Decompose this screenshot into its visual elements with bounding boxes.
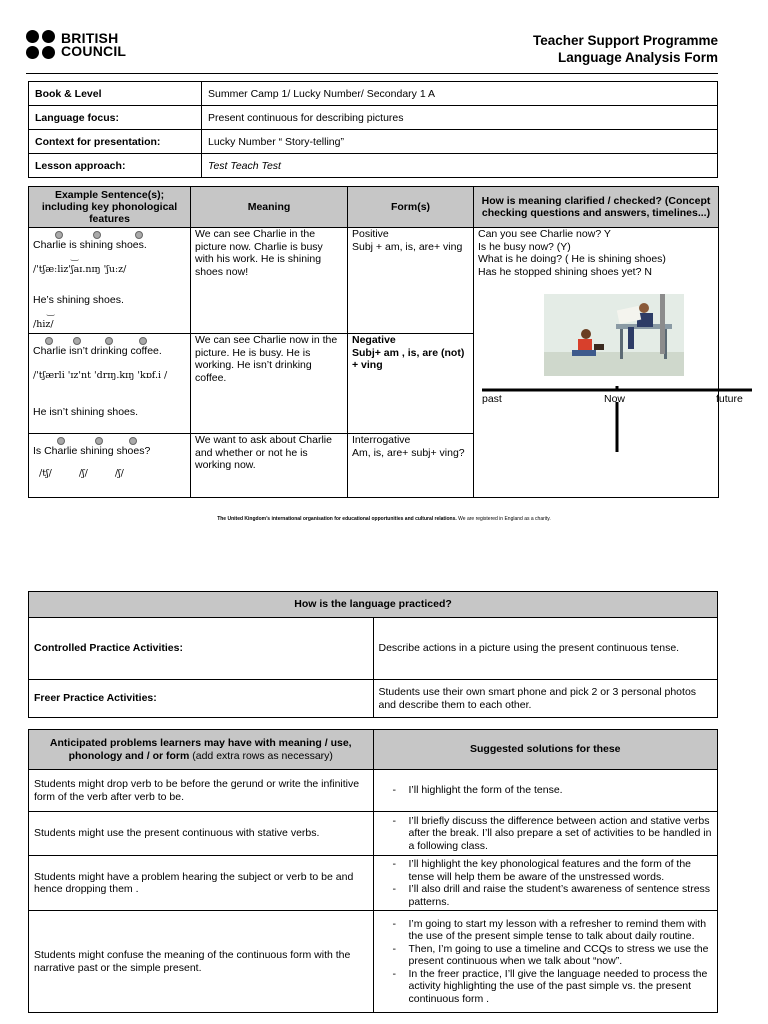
stress-dot-icon	[129, 437, 137, 445]
solution-item: - I’ll briefly discuss the difference between action and stative verbs after the break. I’ll also prepare a set of activities to be handled in a following class.	[379, 815, 713, 853]
timeline-future-label: future	[716, 393, 743, 405]
example-sentence: Charlie isn’t drinking coffee.	[33, 345, 162, 357]
form-body: Subj+ am , is, are (not) + ving	[352, 346, 465, 371]
solution-item: - In the freer practice, I’ll give the language needed to process the activity highlighting the use of the past simple vs. the present continuous form .	[379, 968, 713, 1006]
practice-value: Describe actions in a picture using the present continuous tense.	[373, 618, 718, 680]
timeline-diagram	[482, 386, 752, 458]
info-label: Context for presentation:	[29, 130, 202, 154]
solution-cell	[373, 856, 718, 911]
example-cell	[29, 334, 191, 434]
problem-cell: Students might use the present continuous with stative verbs.	[29, 812, 374, 856]
meaning-header: Meaning	[191, 187, 348, 228]
example-cell	[29, 228, 191, 334]
example-sentence: Charlie is shining shoes.	[33, 239, 147, 251]
form-body: Subj + am, is, are+ ving	[352, 240, 463, 253]
info-row	[29, 106, 718, 130]
stress-dots	[33, 434, 186, 445]
stress-dot-icon	[45, 337, 53, 345]
solutions-header: Suggested solutions for these	[373, 730, 718, 770]
stress-dots	[33, 334, 186, 345]
analysis-row-positive	[29, 228, 719, 334]
example-sentence: Is Charlie shining shoes?	[33, 445, 151, 457]
info-value: Present continuous for describing pictures	[202, 106, 718, 130]
stress-dot-icon	[135, 231, 143, 239]
stress-dot-icon	[139, 337, 147, 345]
ccq-line: Can you see Charlie now? Y	[478, 228, 611, 240]
info-label: Language focus:	[29, 106, 202, 130]
info-label: Book & Level	[29, 82, 202, 106]
title-line-1: Teacher Support Programme	[532, 33, 718, 48]
info-value: Test Teach Test	[202, 154, 718, 178]
info-row	[29, 154, 718, 178]
problem-cell: Students might drop verb to be before the gerund or write the infinitive form of the verb after verb to be.	[29, 770, 374, 812]
practice-table	[28, 591, 718, 718]
charlie-shoeshine-picture	[544, 294, 684, 376]
problem-row	[29, 770, 718, 812]
stress-dot-icon	[93, 231, 101, 239]
stress-dot-icon	[95, 437, 103, 445]
solution-item: - I’m going to start my lesson with a refresher to remind them with the use of the present simple tense to talk about daily routine.	[379, 918, 713, 943]
form-title: Positive	[352, 228, 389, 240]
phonemic-transcription: /tʃ/ /ʃ/ /ʃ/	[39, 467, 124, 479]
practice-label: Freer Practice Activities:	[29, 680, 374, 718]
problem-row	[29, 856, 718, 911]
linking-mark-icon: ‿	[71, 250, 79, 261]
linking-mark-icon: ‿	[47, 305, 55, 316]
charity-note: The United Kingdom’s international organisation for educational opportunities and cultural relations. We are registered in England as a charity.	[217, 516, 551, 522]
lesson-info-table	[28, 81, 718, 178]
meaning-cell: We can see Charlie in the picture now. Charlie is busy with his work. He is shining shoes now!	[191, 228, 348, 334]
form-title: Negative	[352, 334, 396, 346]
stress-dot-icon	[73, 337, 81, 345]
problems-header-row	[29, 730, 718, 770]
meaning-cell: We can see Charlie now in the picture. He is busy. He is working. He isn’t drinking coffee.	[191, 334, 348, 434]
language-analysis-table	[28, 186, 743, 498]
practice-header-row	[29, 592, 718, 618]
practice-value: Students use their own smart phone and pick 2 or 3 personal photos and describe them to each other.	[373, 680, 718, 718]
form-cell	[348, 228, 474, 334]
header-rule	[26, 73, 718, 74]
example-sentence: He isn’t shining shoes.	[33, 406, 139, 418]
practice-row-controlled	[29, 618, 718, 680]
concept-check-cell	[474, 228, 743, 498]
timeline-now-label: Now	[604, 393, 626, 405]
meaning-cell: We want to ask about Charlie and whether or not he is working now.	[191, 434, 348, 498]
info-label: Lesson approach:	[29, 154, 202, 178]
practice-label: Controlled Practice Activities:	[29, 618, 374, 680]
ccq-line: Has he stopped shining shoes yet? N	[478, 265, 652, 278]
solution-item: - Then, I’m going to use a timeline and CCQs to stress we use the present continuous when we talk about “now”.	[379, 943, 713, 968]
ccq-line: Is he busy now? (Y)	[478, 240, 571, 253]
info-row	[29, 82, 718, 106]
form-header: Form(s)	[348, 187, 474, 228]
practice-header: How is the language practiced?	[29, 592, 718, 618]
analysis-header-row	[29, 187, 719, 228]
form-cell	[348, 434, 474, 498]
form-title: Interrogative	[352, 434, 411, 446]
info-value: Lucky Number “ Story-telling”	[202, 130, 718, 154]
example-sentence: He’s shining shoes.	[33, 294, 124, 306]
logo-text: BRITISH COUNCIL	[61, 29, 127, 59]
problems-solutions-table	[28, 729, 718, 1013]
problem-row	[29, 911, 718, 1013]
solution-item: - I’ll highlight the key phonological features and the form of the tense will help them be aware of the unstressed words.	[379, 858, 713, 883]
solution-item: - I’ll also drill and raise the student’s awareness of sentence stress patterns.	[379, 883, 713, 908]
timeline-past-label: past	[482, 393, 502, 405]
problems-header: Anticipated problems learners may have with meaning / use, phonology and / or form (add extra rows as necessary)	[29, 730, 374, 770]
logo-dots-icon	[26, 30, 55, 59]
page-title	[533, 32, 718, 66]
british-council-logo	[26, 30, 126, 59]
stress-dot-icon	[105, 337, 113, 345]
solution-item: - I’ll highlight the form of the tense.	[379, 784, 713, 797]
problem-row	[29, 812, 718, 856]
title-line-2: Language Analysis Form	[557, 50, 718, 65]
solution-cell	[373, 911, 718, 1013]
concept-header: How is meaning clarified / checked? (Concept checking questions and answers, timelines...)	[474, 187, 719, 228]
solution-cell	[373, 770, 718, 812]
stress-dot-icon	[55, 231, 63, 239]
practice-row-freer	[29, 680, 718, 718]
phonemic-transcription: /'tʃærli 'ɪz'nt 'drɪŋ.kɪŋ 'kɒf.i /	[33, 369, 168, 381]
ccq-line: What is he doing? ( He is shining shoes)	[478, 253, 666, 265]
form-cell	[348, 334, 474, 434]
example-cell	[29, 434, 191, 498]
phonemic-transcription: /hiz/	[33, 318, 54, 330]
stress-dot-icon	[57, 437, 65, 445]
solution-cell	[373, 812, 718, 856]
problem-cell: Students might have a problem hearing the subject or verb to be and hence dropping them .	[29, 856, 374, 911]
phonemic-transcription: /'tʃæːliz'ʃaɪ.nɪŋ 'ʃuːz/	[33, 263, 127, 275]
form-body: Am, is, are+ subj+ ving?	[352, 446, 465, 459]
info-row	[29, 130, 718, 154]
info-value: Summer Camp 1/ Lucky Number/ Secondary 1 A	[202, 82, 718, 106]
examples-header: Example Sentence(s); including key phonological features	[29, 187, 191, 228]
stress-dots	[33, 228, 186, 239]
problem-cell: Students might confuse the meaning of the continuous form with the narrative past or the simple present.	[29, 911, 374, 1013]
